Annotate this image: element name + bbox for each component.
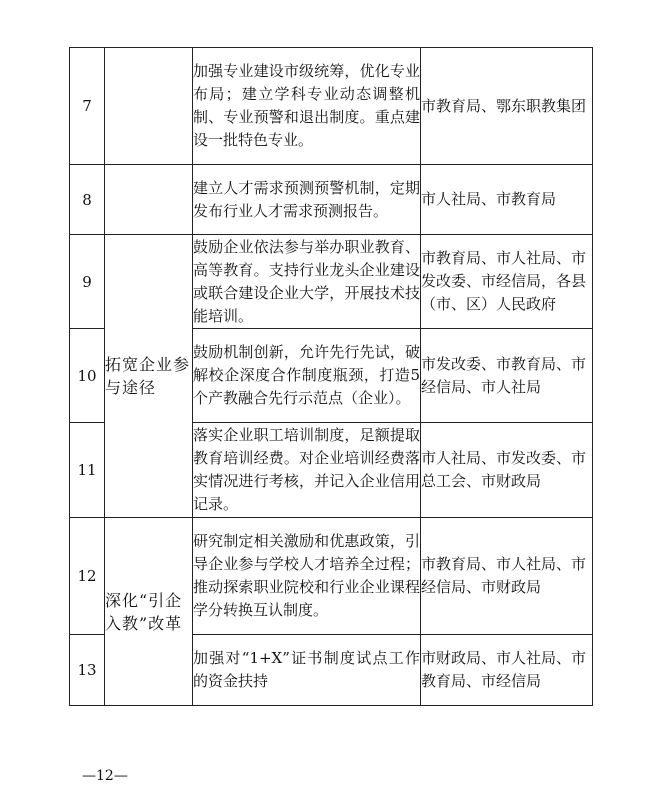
row-number: 11 — [70, 423, 105, 518]
task-description: 加强对“1+X”证书制度试点工作的资金扶持 — [193, 635, 421, 706]
responsible-departments: 市发改委、市教育局、市经信局、市人社局 — [421, 329, 593, 423]
task-description: 加强专业建设市级统筹，优化专业布局；建立学科专业动态调整机制、专业预警和退出制度。重点建设一批特色专业。 — [193, 48, 421, 165]
row-number: 12 — [70, 518, 105, 635]
task-description: 鼓励机制创新，允许先行先试，破解校企深度合作制度瓶颈，打造5个产教融合先行示范点（企业）。 — [193, 329, 421, 423]
task-description: 鼓励企业依法参与举办职业教育、高等教育。支持行业龙头企业建设或联合建设企业大学，开展技术技能培训。 — [193, 235, 421, 329]
category-cell-empty — [105, 48, 193, 165]
task-description: 落实企业职工培训制度，足额提取教育培训经费。对企业培训经费落实情况进行考核，并记入企业信用记录。 — [193, 423, 421, 518]
task-description: 建立人才需求预测预警机制，定期发布行业人才需求预测报告。 — [193, 165, 421, 235]
responsible-departments: 市人社局、市教育局 — [421, 165, 593, 235]
responsible-departments: 市财政局、市人社局、市教育局、市经信局 — [421, 635, 593, 706]
page-number: —12— — [82, 768, 128, 784]
row-number: 10 — [70, 329, 105, 423]
responsible-departments: 市人社局、市发改委、市总工会、市财政局 — [421, 423, 593, 518]
table-row — [70, 48, 593, 165]
row-number: 7 — [70, 48, 105, 165]
category-cell-empty — [105, 165, 193, 235]
table-row — [70, 165, 593, 235]
category-deepen-reform: 深化“引企入教”改革 — [105, 518, 193, 706]
responsible-departments: 市教育局、鄂东职教集团 — [421, 48, 593, 165]
responsible-departments: 市教育局、市人社局、市经信局、市财政局 — [421, 518, 593, 635]
row-number: 9 — [70, 235, 105, 329]
table-row — [70, 518, 593, 635]
row-number: 13 — [70, 635, 105, 706]
category-expand-participation: 拓宽企业参与途径 — [105, 235, 193, 518]
row-number: 8 — [70, 165, 105, 235]
table-row — [70, 235, 593, 329]
task-table — [69, 47, 593, 706]
responsible-departments: 市教育局、市人社局、市发改委、市经信局，各县（市、区）人民政府 — [421, 235, 593, 329]
task-description: 研究制定相关激励和优惠政策，引导企业参与学校人才培养全过程；推动探索职业院校和行业企业课程学分转换互认制度。 — [193, 518, 421, 635]
